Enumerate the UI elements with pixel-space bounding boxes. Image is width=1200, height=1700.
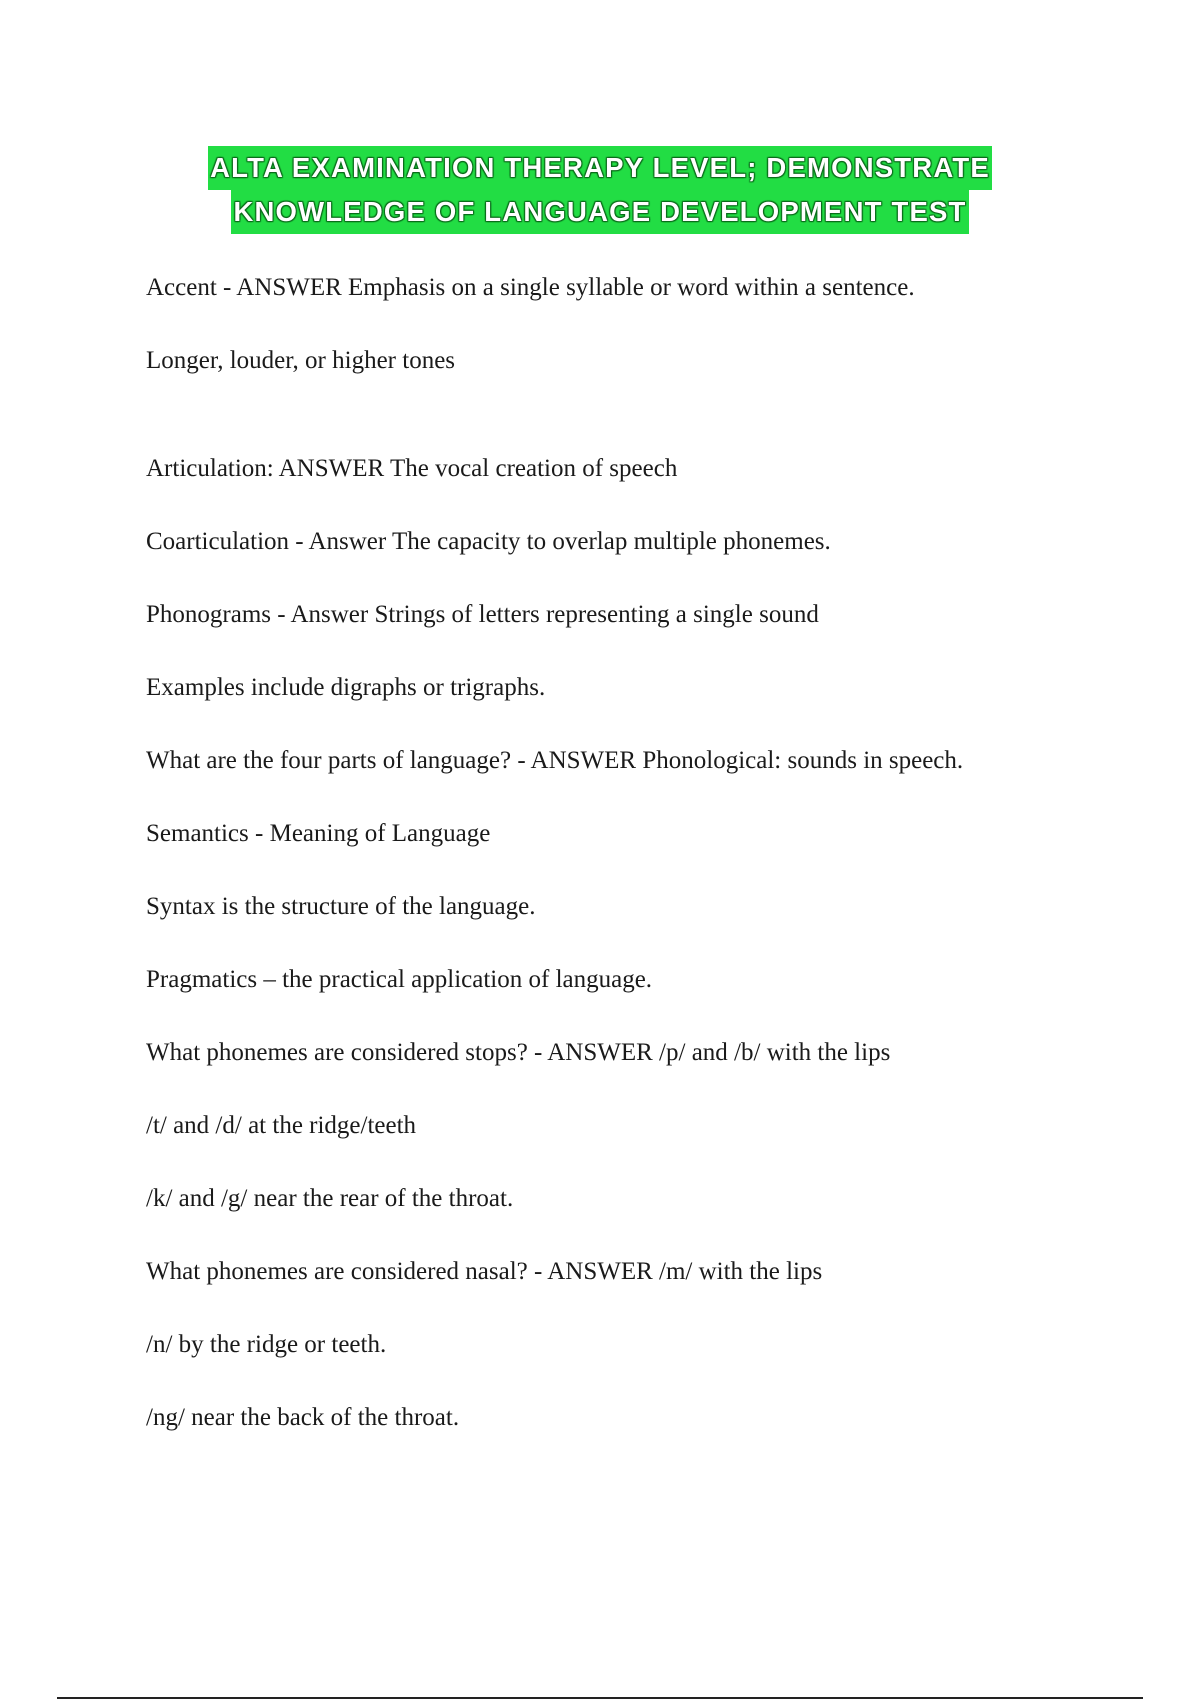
paragraph-semantics: Semantics - Meaning of Language (146, 820, 491, 847)
paragraph-stops-ridge: /t/ and /d/ at the ridge/teeth (146, 1112, 417, 1139)
title-line-1: ALTA EXAMINATION THERAPY LEVEL; DEMONSTRATE (208, 146, 992, 190)
paragraph-nasal-ridge: /n/ by the ridge or teeth. (146, 1331, 387, 1358)
paragraph-stops-throat: /k/ and /g/ near the rear of the throat. (146, 1185, 514, 1212)
paragraph-nasal: What phonemes are considered nasal? - ANSWER /m/ with the lips (146, 1258, 823, 1285)
paragraph-nasal-throat: /ng/ near the back of the throat. (146, 1404, 460, 1431)
paragraph-stops: What phonemes are considered stops? - ANSWER /p/ and /b/ with the lips (146, 1039, 891, 1066)
paragraph-articulation: Articulation: ANSWER The vocal creation of speech (146, 455, 678, 482)
paragraph-accent-detail: Longer, louder, or higher tones (146, 347, 456, 374)
paragraph-pragmatics: Pragmatics – the practical application of language. (146, 966, 653, 993)
paragraph-accent: Accent - ANSWER Emphasis on a single syllable or word within a sentence. (146, 274, 915, 301)
paragraph-phonograms: Phonograms - Answer Strings of letters representing a single sound (146, 601, 819, 628)
paragraph-syntax: Syntax is the structure of the language. (146, 893, 536, 920)
paragraph-phonograms-examples: Examples include digraphs or trigraphs. (146, 674, 546, 701)
document-body (146, 270, 1046, 1473)
paragraph-coarticulation: Coarticulation - Answer The capacity to overlap multiple phonemes. (146, 528, 831, 555)
footer-divider (57, 1697, 1143, 1699)
title-line-2: KNOWLEDGE OF LANGUAGE DEVELOPMENT TEST (231, 190, 968, 234)
document-title (0, 146, 1200, 234)
paragraph-four-parts: What are the four parts of language? - ANSWER Phonological: sounds in speech. (146, 747, 964, 774)
